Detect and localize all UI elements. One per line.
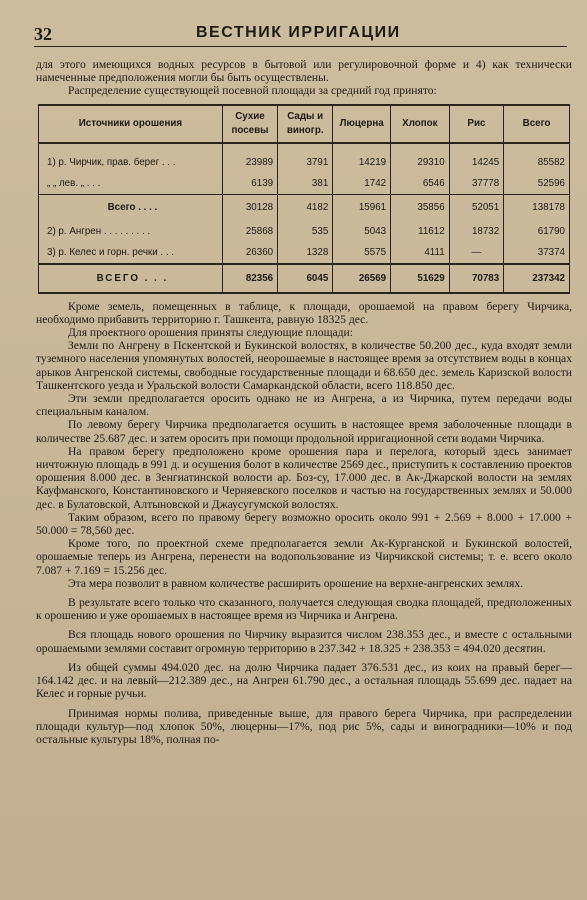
column-header: Всего — [504, 105, 570, 143]
table-cell: 14245 — [449, 152, 504, 173]
row-source: 1) р. Чирчик, прав. берег . . . — [39, 152, 223, 173]
table-cell: 11612 — [391, 221, 450, 242]
table-row — [39, 221, 570, 242]
paragraph: Для проектного орошения приняты следующие площади: — [68, 326, 353, 340]
table-row — [39, 242, 570, 264]
paragraph: Распределение существующей посевной площади за средний год принято: — [68, 84, 437, 98]
row-source: Всего . . . . — [39, 194, 223, 221]
table-cell: 138178 — [504, 194, 570, 221]
table-cell: 25868 — [222, 221, 277, 242]
table-cell: 4111 — [391, 242, 450, 264]
column-header: Хлопок — [391, 105, 450, 143]
paragraph: Эта мера позволит в равном количестве расширить орошение на верхне-ангренских землях. — [68, 576, 524, 590]
paragraph: Кроме того, по проектной схеме предполагается земли Ак-Курганской и Букинской волостей, орошаемые теперь из Ангрена, перенести на водопользование из Чирчикской системы; т. е. всего около 7.087 + 7.169 = 15.256 дес. — [36, 537, 572, 577]
paragraph: По левому берегу Чирчика предполагается осушить в настоящее время заболоченные площади в количестве 25.687 дес. и затем оросить при помощи продольной ирригационной сети водами Чирчика. — [36, 418, 572, 445]
table-cell: 14219 — [333, 152, 391, 173]
paragraph: В результате всего только что сказанного, получается следующая сводка площадей, предположенных к орошению и уже орошаемых в настоящее время из Чирчика и Ангрена. — [36, 596, 572, 623]
paragraph: На правом берегу предположено кроме орошения пара и перелога, который здесь занимает ничтожную площадь в 991 д. и осушения болот в количестве 2569 дес., приступить к составлению проектов орошения 8.000 дес. в Зенгиатинской волости ар. Боз-су, 17.000 дес. в Ак-Джарской волости на землях Кауфманского, Константиновского и Черняевского поселков и частью на государственных землях и 50.000 дес. в Булатовской, Алтыновской и Джаусугумской волостях. — [36, 444, 572, 511]
table-cell: 82356 — [222, 264, 277, 293]
table-cell: 35856 — [391, 194, 450, 221]
column-header: Источники орошения — [39, 105, 223, 143]
table-cell: 23989 — [222, 152, 277, 173]
column-header: Сады и виногр. — [278, 105, 333, 143]
row-source: „ „ лев. „ . . . — [39, 173, 223, 195]
table-cell: 26569 — [333, 264, 391, 293]
table-cell: 70783 — [449, 264, 504, 293]
paragraph: Таким образом, всего по правому берегу возможно оросить около 991 + 2.569 + 8.000 + 17.000 + 50.000 = 78,560 дес. — [36, 510, 572, 538]
column-header: Рис — [449, 105, 504, 143]
paragraph: Из общей суммы 494.020 дес. на долю Чирчика падает 376.531 дес., из коих на правый берег—164.142 дес. и на левый—212.389 дес., на Ангрен 61.790 дес., а остальная площадь 55.699 дес. падает на Келес и горные ручьи. — [36, 660, 572, 701]
table-cell: 6546 — [391, 173, 450, 195]
article-body — [36, 58, 572, 746]
page-header — [0, 18, 587, 48]
column-header: Сухие посевы — [222, 105, 277, 143]
column-header: Люцерна — [333, 105, 391, 143]
table-cell: 6045 — [278, 264, 333, 293]
table-cell: 15961 — [333, 194, 391, 221]
paragraph: Принимая нормы полива, приведенные выше, для правого берега Чирчика, при распределении площади культур—под хлопок 50%, люцерны—17%, под рис 5%, сады и виноградники—10% и под остальные культуры 18%, полная по- — [36, 706, 572, 746]
irrigation-area-table — [38, 104, 570, 294]
table-cell: 3791 — [278, 152, 333, 173]
table-cell: 29310 — [391, 152, 450, 173]
table-cell: 26360 — [222, 242, 277, 264]
header-rule — [34, 46, 567, 47]
row-source: ВСЕГО . . . — [39, 264, 223, 293]
table-cell: 6139 — [222, 173, 277, 195]
table-row — [39, 152, 570, 173]
table-cell: 52051 — [449, 194, 504, 221]
table-cell: 61790 — [504, 221, 570, 242]
table-cell: 37374 — [504, 242, 570, 264]
table-cell: 52596 — [504, 173, 570, 195]
table-cell: 381 — [278, 173, 333, 195]
table-row — [39, 173, 570, 195]
table-cell: 1328 — [278, 242, 333, 264]
table-cell: 535 — [278, 221, 333, 242]
table-cell: 51629 — [391, 264, 450, 293]
row-source: 3) р. Келес и горн. речки . . . — [39, 242, 223, 264]
table-cell: 1742 — [333, 173, 391, 195]
table-cell: 237342 — [504, 264, 570, 293]
paragraph: для этого имеющихся водных ресурсов в бытовой или регулировочной форме и 4) как технически намеченные предположения могли бы быть осуществлены. — [36, 58, 572, 85]
page-number: 32 — [34, 24, 52, 44]
table-cell: 37778 — [449, 173, 504, 195]
table-spacer — [39, 143, 570, 152]
table-cell: 18732 — [449, 221, 504, 242]
paragraph: Вся площадь нового орошения по Чирчику выразится числом 238.353 дес., и вместе с остальными орошаемыми землями составит огромную территорию в 237.342 + 18.325 + 238.353 = 494.020 десятин. — [36, 628, 572, 655]
paragraph: Кроме земель, помещенных в таблице, к площади, орошаемой на правом берегу Чирчика, необходимо прибавить территорию г. Ташкента, равную 18325 дес. — [36, 299, 572, 326]
table-cell: 30128 — [222, 194, 277, 221]
table-cell: 5575 — [333, 242, 391, 264]
paragraph: Эти земли предполагается оросить однако не из Ангрена, а из Чирчика, путем передачи воды специальным каналом. — [36, 392, 572, 419]
table-subtotal-row — [39, 194, 570, 221]
table-total-row — [39, 264, 570, 293]
table-header-row — [39, 105, 570, 143]
table-cell: 5043 — [333, 221, 391, 242]
table-cell: — — [449, 242, 504, 264]
paragraph: Земли по Ангрену в Пскентской и Букинской волостях, в количестве 50.200 дес., куда входят земли туземного населения упомянутых волостей, неорошаемые в настоящее время за отсутствием воды в концах арыков Ангренской системы, свободные государственные площади и 68.650 дес. земель Каризской волости Ташкентского уезда и Уральской волости Самаркандской области, всего 118.850 дес. — [36, 339, 572, 392]
table-cell: 85582 — [504, 152, 570, 173]
journal-title: ВЕСТНИК ИРРИГАЦИИ — [196, 24, 401, 41]
row-source: 2) р. Ангрен . . . . . . . . . — [39, 221, 223, 242]
table-cell: 4182 — [278, 194, 333, 221]
